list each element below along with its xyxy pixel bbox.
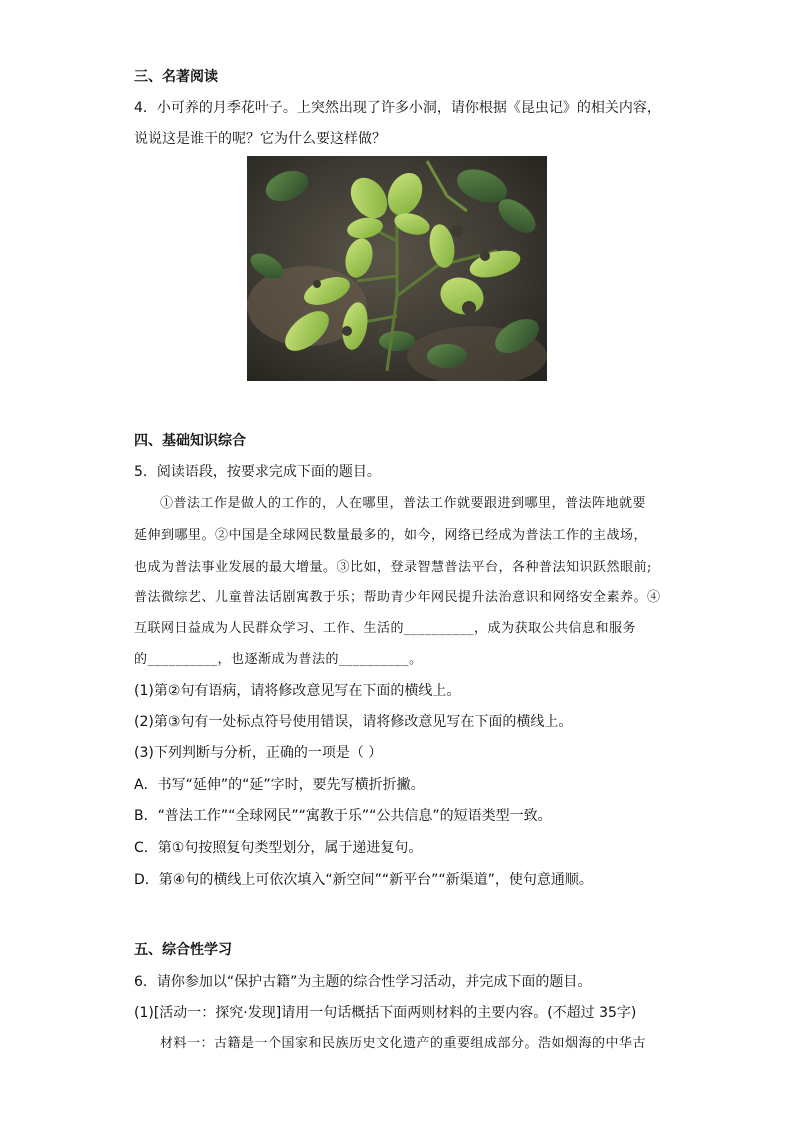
section-heading-4: 四、基础知识综合 bbox=[134, 433, 246, 449]
section-heading-5: 五、综合性学习 bbox=[134, 942, 232, 958]
option-a: A．书写“延伸”的“延”字时，要先写横折折撇。 bbox=[134, 777, 425, 793]
option-c: C．第①句按照复句类型划分，属于递进复句。 bbox=[134, 840, 423, 856]
question-6-stem: 6．请你参加以“保护古籍”为主题的综合性学习活动，并完成下面的题目。 bbox=[134, 974, 592, 990]
question-5-sub-2: (2)第③句有一处标点符号使用错误，请将修改意见写在下面的横线上。 bbox=[134, 714, 573, 730]
passage-line-6: 的__________，也逐渐成为普法的__________。 bbox=[134, 652, 423, 667]
question-5-stem: 5．阅读语段，按要求完成下面的题目。 bbox=[134, 464, 381, 480]
question-4-line-2: 说说这是谁干的呢？它为什么要这样做？ bbox=[134, 131, 386, 147]
passage-line-4: 普法微综艺、儿童普法话剧寓教于乐；帮助青少年网民提升法治意识和网络安全素养。④ bbox=[134, 590, 661, 605]
passage-line-5: 互联网日益成为人民群众学习、工作、生活的__________，成为获取公共信息和服务 bbox=[134, 621, 637, 636]
material-1-line: 材料一：古籍是一个国家和民族历史文化遗产的重要组成部分。浩如烟海的中华古 bbox=[160, 1036, 647, 1051]
passage-line-2: 延伸到哪里。②中国是全球网民数量最多的，如今，网络已经成为普法工作的主战场， bbox=[134, 528, 648, 543]
option-b: B．“普法工作”“全球网民”“寓教于乐”“公共信息”的短语类型一致。 bbox=[134, 808, 552, 824]
question-6-sub-1: (1)[活动一：探究·发现]请用一句话概括下面两则材料的主要内容。(不超过 35字) bbox=[134, 1005, 637, 1021]
passage-line-1: ①普法工作是做人的工作的，人在哪里，普法工作就要跟进到哪里，普法阵地就要 bbox=[160, 496, 647, 511]
question-5-sub-1: (1)第②句有语病，请将修改意见写在下面的横线上。 bbox=[134, 683, 461, 699]
question-4-line-1: 4．小可养的月季花叶子。上突然出现了许多小洞，请你根据《昆虫记》的相关内容， bbox=[134, 100, 661, 116]
question-5-sub-3: (3)下列判断与分析，正确的一项是（ ） bbox=[134, 745, 383, 761]
passage-line-3: 也成为普法事业发展的最大增量。③比如，登录智慧普法平台，各种普法知识跃然眼前; bbox=[134, 560, 652, 575]
option-d: D．第④句的横线上可依次填入“新空间”“新平台”“新渠道”，使句意通顺。 bbox=[134, 872, 593, 888]
section-heading-3: 三、名著阅读 bbox=[134, 69, 218, 85]
rose-leaves-photo bbox=[247, 156, 547, 381]
